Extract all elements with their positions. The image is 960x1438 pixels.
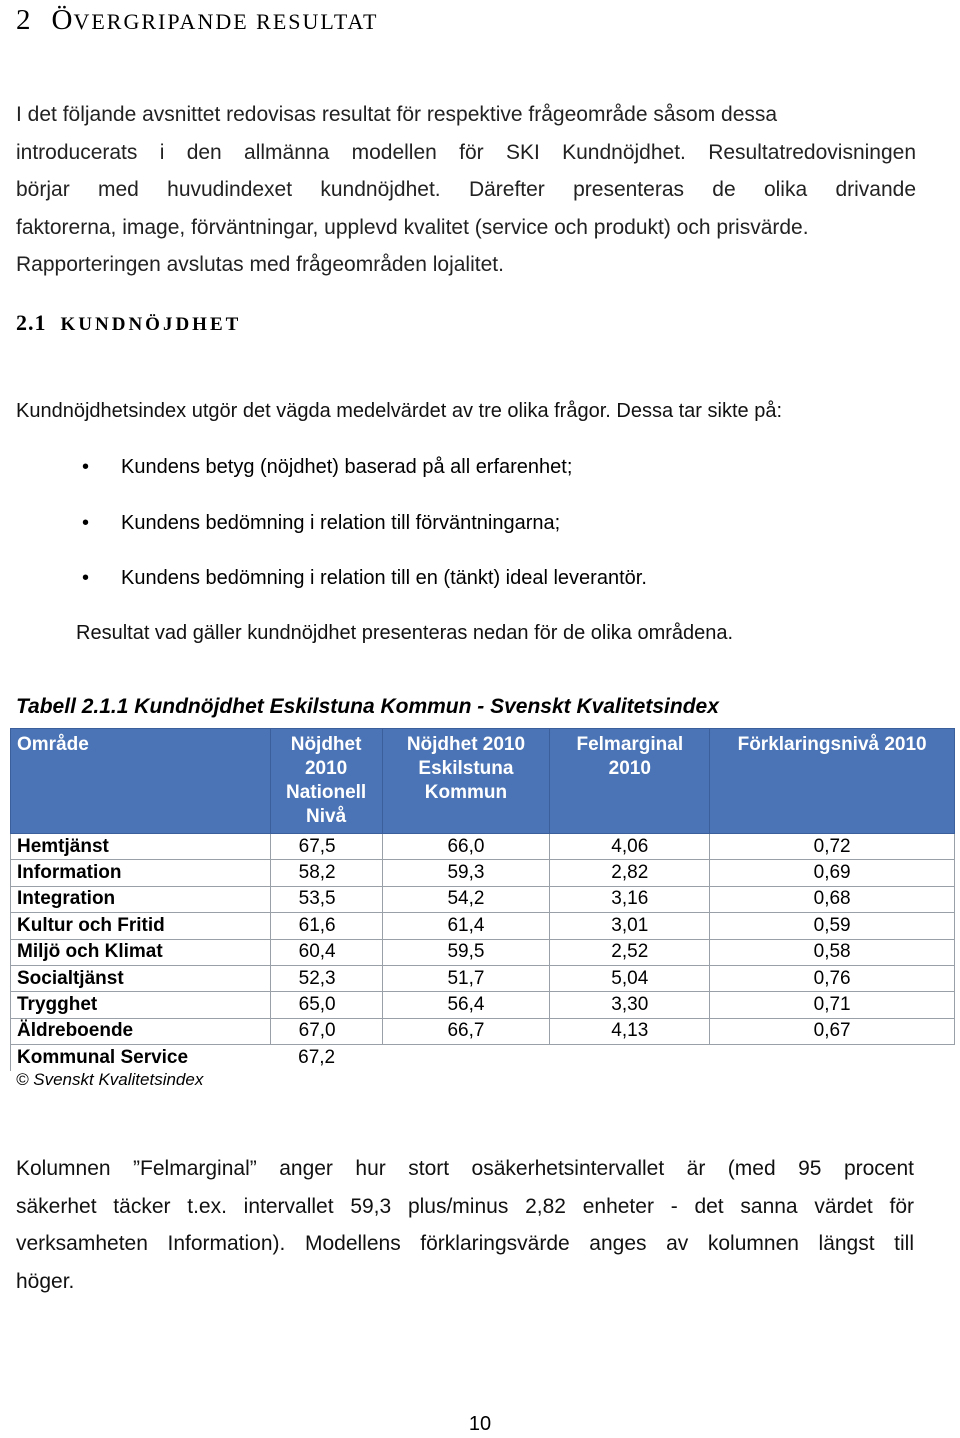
table-row <box>11 939 955 965</box>
row-label: Integration <box>11 886 271 912</box>
section-title-rest: VERGRIPANDE RESULTAT <box>73 9 379 34</box>
table-row <box>11 886 955 912</box>
cell-forklaring: 0,69 <box>710 860 955 886</box>
cell-national: 65,0 <box>270 992 382 1018</box>
cell-eskilstuna: 66,0 <box>382 834 550 860</box>
header-omrade: Område <box>11 729 271 834</box>
cell-eskilstuna: 54,2 <box>382 886 550 912</box>
cell-felmarginal: 5,04 <box>550 965 710 991</box>
cell-national: 52,3 <box>270 965 382 991</box>
outro-line: säkerhet täcker t.ex. intervallet 59,3 plus/minus 2,82 enheter - det sanna värdet för <box>16 1194 914 1218</box>
row-label: Miljö och Klimat <box>11 939 271 965</box>
row-label: Äldreboende <box>11 1018 271 1044</box>
cell-eskilstuna: 56,4 <box>382 992 550 1018</box>
row-label: Trygghet <box>11 992 271 1018</box>
outro-line: Kolumnen ”Felmarginal” anger hur stort osäkerhetsintervallet är (med 95 procent <box>16 1157 914 1180</box>
cell-eskilstuna: 66,7 <box>382 1018 550 1044</box>
cell-national: 67,0 <box>270 1018 382 1044</box>
intro-line: introducerats i den allmänna modellen för SKI Kundnöjdhet. Resultatredovisningen <box>16 140 916 164</box>
cell-felmarginal: 3,01 <box>550 913 710 939</box>
table-row <box>11 834 955 860</box>
results-table <box>10 728 955 1071</box>
cell-felmarginal: 3,16 <box>550 886 710 912</box>
result-text: Resultat vad gäller kundnöjdhet presenteras nedan för de olika områdena. <box>76 622 734 644</box>
cell-felmarginal: 4,06 <box>550 834 710 860</box>
cell-eskilstuna <box>382 1045 550 1071</box>
table-caption: Tabell 2.1.1 Kundnöjdhet Eskilstuna Kommun - Svenskt Kvalitetsindex <box>16 695 719 718</box>
row-label: Hemtjänst <box>11 834 271 860</box>
header-forklaring: Förklaringsnivå 2010 <box>710 729 955 834</box>
cell-forklaring: 0,67 <box>710 1018 955 1044</box>
row-label: Kultur och Fritid <box>11 913 271 939</box>
cell-felmarginal: 2,82 <box>550 860 710 886</box>
cell-forklaring: 0,72 <box>710 834 955 860</box>
outro-paragraph <box>16 1150 914 1300</box>
table-row <box>11 913 955 939</box>
outro-line: verksamheten Information). Modellens förklaringsvärde anges av kolumnen längst till <box>16 1232 914 1255</box>
cell-national: 60,4 <box>270 939 382 965</box>
table-row <box>11 1045 955 1071</box>
bullet-icon: • <box>82 512 90 534</box>
section-title-first: Ö <box>51 4 74 36</box>
outro-line: höger. <box>16 1269 75 1293</box>
cell-forklaring: 0,58 <box>710 939 955 965</box>
bullet-item: Kundens bedömning i relation till förväntningarna; <box>121 512 561 534</box>
intro-line: I det följande avsnittet redovisas resultat för respektive frågeområde såsom dessa <box>16 103 778 126</box>
table-row <box>11 1018 955 1044</box>
intro-line: börjar med huvudindexet kundnöjdhet. Därefter presenteras de olika drivande <box>16 178 916 201</box>
cell-forklaring: 0,76 <box>710 965 955 991</box>
cell-eskilstuna: 51,7 <box>382 965 550 991</box>
cell-national: 61,6 <box>270 913 382 939</box>
cell-national: 67,2 <box>270 1045 382 1071</box>
cell-felmarginal: 4,13 <box>550 1018 710 1044</box>
bullet-item: Kundens betyg (nöjdhet) baserad på all erfarenhet; <box>121 456 573 478</box>
cell-felmarginal: 2,52 <box>550 939 710 965</box>
table-row <box>11 860 955 886</box>
bullet-icon: • <box>82 456 90 478</box>
intro-line: faktorerna, image, förväntningar, upplevd kvalitet (service och produkt) och prisvärde. <box>16 215 809 239</box>
cell-felmarginal: 3,30 <box>550 992 710 1018</box>
source-note: © Svenskt Kvalitetsindex <box>16 1070 204 1089</box>
subsection-number: 2.1 <box>16 310 47 335</box>
cell-national: 53,5 <box>270 886 382 912</box>
lead-text: Kundnöjdhetsindex utgör det vägda medelvärdet av tre olika frågor. Dessa tar sikte på: <box>16 400 783 422</box>
row-label: Information <box>11 860 271 886</box>
table-header-row <box>11 729 955 834</box>
cell-national: 58,2 <box>270 860 382 886</box>
section-number: 2 <box>16 4 32 36</box>
intro-paragraph <box>16 96 916 284</box>
cell-forklaring: 0,68 <box>710 886 955 912</box>
header-felmarginal: Felmarginal 2010 <box>550 729 710 834</box>
row-label: Socialtjänst <box>11 965 271 991</box>
table-row <box>11 965 955 991</box>
bullet-item: Kundens bedömning i relation till en (tänkt) ideal leverantör. <box>121 567 647 589</box>
cell-eskilstuna: 59,3 <box>382 860 550 886</box>
subsection-heading <box>16 310 241 336</box>
intro-line: Rapporteringen avslutas med frågeområden lojalitet. <box>16 253 504 276</box>
cell-eskilstuna: 61,4 <box>382 913 550 939</box>
cell-forklaring: 0,71 <box>710 992 955 1018</box>
bullet-icon: • <box>82 567 90 589</box>
cell-felmarginal <box>550 1045 710 1071</box>
header-national: Nöjdhet 2010 Nationell Nivå <box>270 729 382 834</box>
cell-national: 67,5 <box>270 834 382 860</box>
cell-forklaring <box>710 1045 955 1071</box>
row-label: Kommunal Service <box>11 1045 271 1071</box>
subsection-title: KUNDNÖJDHET <box>60 314 242 335</box>
cell-eskilstuna: 59,5 <box>382 939 550 965</box>
cell-forklaring: 0,59 <box>710 913 955 939</box>
section-heading <box>16 4 378 37</box>
table-row <box>11 992 955 1018</box>
header-eskilstuna: Nöjdhet 2010 Eskilstuna Kommun <box>382 729 550 834</box>
page-number: 10 <box>468 1413 492 1435</box>
